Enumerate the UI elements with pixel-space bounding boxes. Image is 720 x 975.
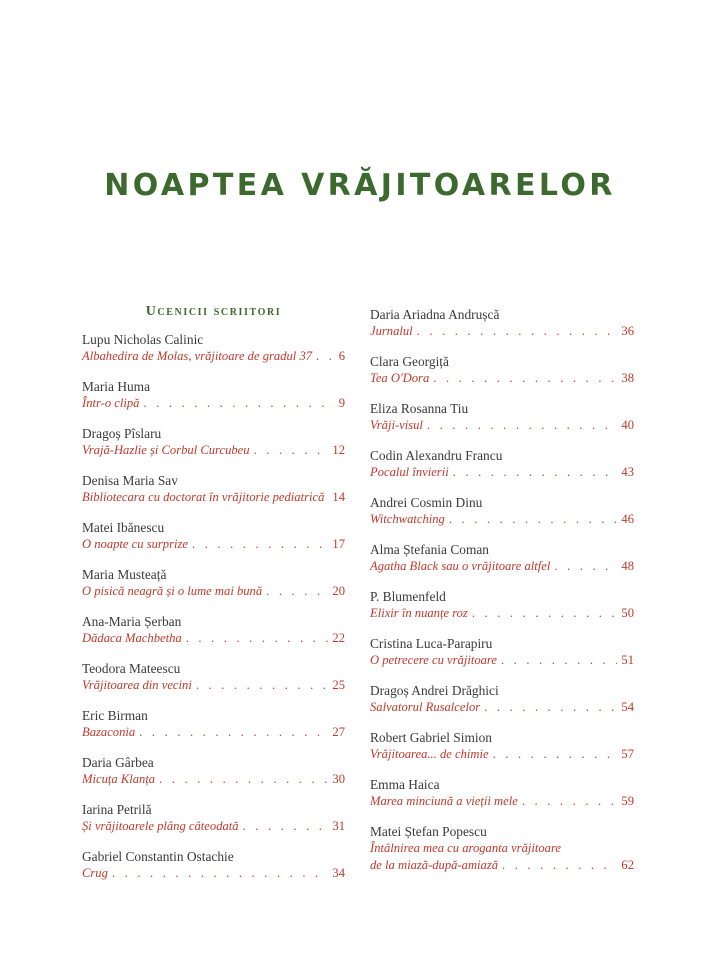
entry-author: Daria Ariadna Andrușcă [370, 307, 500, 322]
dot-leader [196, 677, 329, 694]
entry-author: Daria Gârbea [82, 755, 154, 770]
entry-author: Alma Ștefania Coman [370, 542, 489, 557]
entry-page: 25 [332, 678, 345, 692]
toc-entry [370, 353, 634, 396]
section-title: Ucenicii scriitori [145, 304, 282, 319]
entry-title: Jurnalul [370, 324, 413, 338]
entry-author: Matei Ibănescu [82, 520, 165, 535]
entry-title: Tea O'Dora [370, 371, 430, 385]
entry-title-line1: Întâlnirea mea cu aroganta vrăjitoare [370, 841, 561, 855]
dot-leader [143, 395, 334, 412]
toc-entry [82, 331, 345, 374]
entry-author: P. Blumenfeld [370, 589, 446, 604]
entry-page: 59 [621, 794, 634, 808]
entry-author: Dragoș Andrei Drăghici [370, 683, 499, 698]
entry-title: Și vrăjitoarele plâng câteodată [82, 819, 239, 833]
toc-entry [370, 729, 634, 772]
toc-right-column [370, 302, 634, 883]
entry-author: Clara Georgiță [370, 354, 449, 369]
entry-author: Andrei Cosmin Dinu [370, 495, 483, 510]
toc-entry [82, 566, 345, 609]
entry-line [370, 840, 634, 857]
entry-line [82, 630, 345, 647]
dot-leader [453, 464, 618, 481]
entry-title: Salvatorul Rusalcelor [370, 700, 481, 714]
toc-entry [370, 494, 634, 537]
entry-line [370, 370, 634, 387]
entry-line [82, 865, 345, 882]
dot-leader [501, 652, 617, 669]
entry-page: 46 [621, 512, 634, 526]
toc-entry [82, 472, 345, 515]
entry-page: 31 [332, 819, 345, 833]
entry-title: Micuța Klanța [82, 772, 156, 786]
toc-entry [82, 754, 345, 797]
toc-entry [370, 588, 634, 631]
toc-entry [82, 660, 345, 703]
entry-page: 50 [621, 606, 634, 620]
entry-title: Vrajă-Hazlie și Corbul Curcubeu [82, 443, 250, 457]
dot-leader [449, 511, 618, 528]
toc-entry [370, 447, 634, 490]
entry-page: 36 [621, 324, 634, 338]
entry-line [82, 442, 345, 459]
entry-author: Lupu Nicholas Calinic [82, 332, 204, 347]
toc-entry [370, 635, 634, 678]
dot-leader [139, 724, 328, 741]
entry-title: Vrăjitoarea din vecini [82, 678, 192, 692]
entry-title: Elixir în nuanțe roz [370, 606, 468, 620]
entry-line [370, 746, 634, 763]
entry-page: 57 [621, 747, 634, 761]
entry-title: Witchwatching [370, 512, 445, 526]
entry-title: Marea minciună a vieții mele [370, 794, 518, 808]
dot-leader [243, 818, 329, 835]
entry-page: 54 [621, 700, 634, 714]
toc-entry [82, 707, 345, 750]
entry-page: 6 [338, 349, 345, 363]
toc-entry [82, 848, 345, 891]
entry-line [82, 536, 345, 553]
dot-leader [159, 771, 328, 788]
entry-author: Dragoș Pîslaru [82, 426, 162, 441]
toc-entry [370, 541, 634, 584]
entry-title: Bibliotecara cu doctorat în vrăjitorie pediatrică [82, 490, 325, 504]
entry-author: Matei Ștefan Popescu [370, 824, 487, 839]
entry-author: Ana-Maria Șerban [82, 614, 182, 629]
entry-page: 40 [621, 418, 634, 432]
entry-title: O petrecere cu vrăjitoare [370, 653, 497, 667]
entry-title-line2: de la miază-după-amiază [370, 858, 499, 872]
entry-title: O noapte cu surprize [82, 537, 188, 551]
entry-page: 17 [332, 537, 345, 551]
entry-page: 20 [332, 584, 345, 598]
dot-leader [484, 699, 617, 716]
entry-line [370, 464, 634, 481]
entry-author: Maria Musteață [82, 567, 167, 582]
entry-page: 14 [332, 490, 345, 504]
entry-author: Denisa Maria Sav [82, 473, 178, 488]
toc-entry [82, 801, 345, 844]
dot-leader [192, 536, 328, 553]
dot-leader [502, 857, 617, 874]
entry-page: 48 [621, 559, 634, 573]
entry-page: 9 [338, 396, 345, 410]
entry-title: Într-o clipă [82, 396, 140, 410]
entry-page: 51 [621, 653, 634, 667]
dot-leader [493, 746, 618, 763]
entry-line [370, 511, 634, 528]
toc-entry [370, 682, 634, 725]
dot-leader [417, 323, 618, 340]
entry-line [370, 323, 634, 340]
entry-author: Teodora Mateescu [82, 661, 181, 676]
entry-author: Eric Birman [82, 708, 148, 723]
entry-title: Vrăjitoarea... de chimie [370, 747, 489, 761]
entry-line [370, 605, 634, 622]
entry-line [82, 771, 345, 788]
entry-author: Gabriel Constantin Ostachie [82, 849, 234, 864]
dot-leader [427, 417, 617, 434]
toc-entry [82, 378, 345, 421]
entry-line [370, 857, 634, 874]
entry-author: Emma Haica [370, 777, 440, 792]
entry-title: Agatha Black sau o vrăjitoare altfel [370, 559, 551, 573]
entry-author: Robert Gabriel Simion [370, 730, 492, 745]
entry-author: Cristina Luca-Parapiru [370, 636, 493, 651]
entry-author: Eliza Rosanna Tiu [370, 401, 469, 416]
dot-leader [522, 793, 618, 810]
entry-line [82, 395, 345, 412]
toc-entry [370, 400, 634, 443]
entry-page: 43 [621, 465, 634, 479]
entry-line [370, 699, 634, 716]
entry-page: 22 [332, 631, 345, 645]
dot-leader [186, 630, 329, 647]
entry-line [82, 724, 345, 741]
entry-line [82, 677, 345, 694]
entry-title: O pisică neagră și o lume mai bună [82, 584, 263, 598]
entry-line [370, 793, 634, 810]
dot-leader [112, 865, 329, 882]
dot-leader [266, 583, 328, 600]
entry-title: Pocalul învierii [370, 465, 449, 479]
entry-page: 27 [332, 725, 345, 739]
entry-page: 12 [332, 443, 345, 457]
entry-page: 34 [332, 866, 345, 880]
entry-line [370, 652, 634, 669]
entry-page: 62 [621, 858, 634, 872]
dot-leader [254, 442, 329, 459]
entry-title: Albahedira de Molas, vrăjitoare de gradul 37 [82, 349, 313, 363]
page-title: NOAPTEA VRĂJITOARELOR [104, 168, 616, 203]
toc-entry [370, 306, 634, 349]
entry-line [370, 417, 634, 434]
entry-line [82, 818, 345, 835]
toc-entry [82, 613, 345, 656]
entry-title: Vrăji-visul [370, 418, 423, 432]
entry-page: 38 [621, 371, 634, 385]
entry-author: Codin Alexandru Francu [370, 448, 503, 463]
entry-line [82, 348, 345, 365]
toc-entry [370, 776, 634, 819]
entry-title: Bazaconia [82, 725, 136, 739]
dot-leader [472, 605, 618, 622]
entry-line [82, 489, 345, 506]
dot-leader [316, 348, 335, 365]
toc-entry [82, 519, 345, 562]
toc-entry [370, 823, 634, 883]
entry-title: Crug [82, 866, 108, 880]
toc-left-column [82, 302, 345, 891]
entry-title: Dădaca Machbetha [82, 631, 182, 645]
entry-page: 30 [332, 772, 345, 786]
dot-leader [433, 370, 617, 387]
entry-author: Maria Huma [82, 379, 151, 394]
toc-entry [82, 425, 345, 468]
entry-author: Iarina Petrilă [82, 802, 152, 817]
dot-leader [554, 558, 617, 575]
entry-line [370, 558, 634, 575]
entry-line [82, 583, 345, 600]
